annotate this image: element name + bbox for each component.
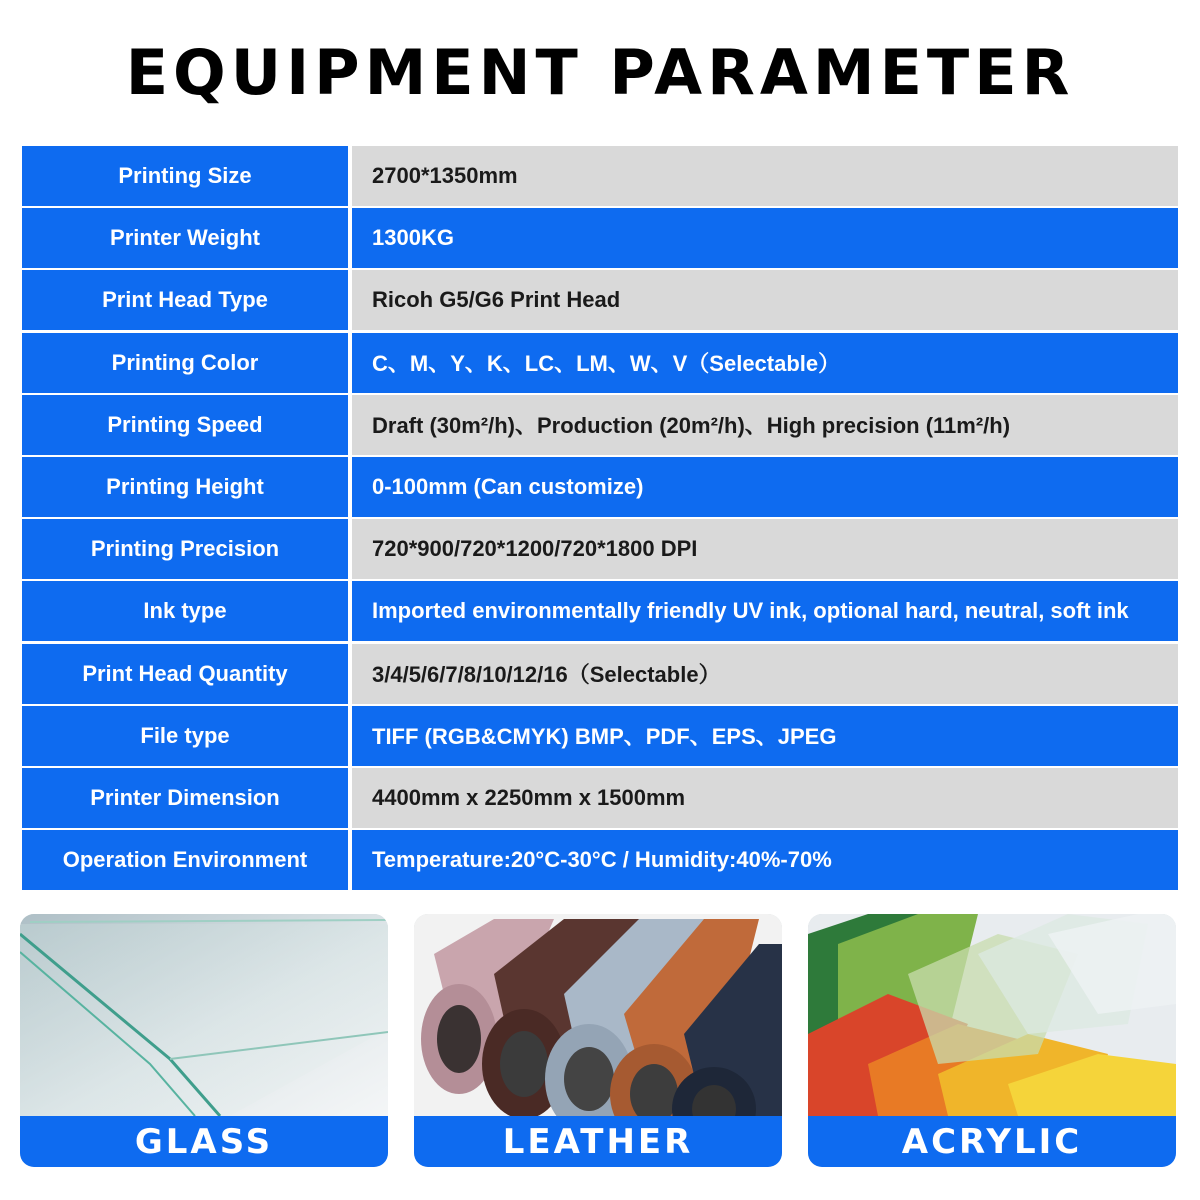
table-row xyxy=(22,146,1178,206)
spec-value: 4400mm x 2250mm x 1500mm xyxy=(352,768,1178,828)
table-row xyxy=(22,208,1178,268)
material-label: ACRYLIC xyxy=(808,1116,1176,1167)
spec-value: Temperature:20°C-30°C / Humidity:40%-70% xyxy=(352,830,1178,890)
spec-label: Printing Size xyxy=(22,146,348,206)
material-card-leather xyxy=(414,914,782,1167)
spec-value: 1300KG xyxy=(352,208,1178,268)
spec-label: Printer Weight xyxy=(22,208,348,268)
table-row xyxy=(22,644,1178,704)
leather-photo xyxy=(414,914,782,1116)
table-row xyxy=(22,706,1178,766)
spec-value: 720*900/720*1200/720*1800 DPI xyxy=(352,519,1178,579)
spec-label: Operation Environment xyxy=(22,830,348,890)
spec-value: 2700*1350mm xyxy=(352,146,1178,206)
spec-value: Draft (30m²/h)、Production (20m²/h)、High precision (11m²/h) xyxy=(352,395,1178,455)
table-row xyxy=(22,830,1178,890)
material-cards xyxy=(20,914,1180,1167)
table-row xyxy=(22,395,1178,455)
table-row xyxy=(22,581,1178,641)
acrylic-photo xyxy=(808,914,1176,1116)
spec-label: Ink type xyxy=(22,581,348,641)
spec-label: Printing Precision xyxy=(22,519,348,579)
spec-label: Printing Speed xyxy=(22,395,348,455)
material-card-glass xyxy=(20,914,388,1167)
spec-label: Print Head Quantity xyxy=(22,644,348,704)
spec-label: File type xyxy=(22,706,348,766)
page-title: EQUIPMENT PARAMETER xyxy=(125,36,1075,109)
spec-value: Ricoh G5/G6 Print Head xyxy=(352,270,1178,330)
spec-value: 3/4/5/6/7/8/10/12/16（Selectable） xyxy=(352,644,1178,704)
spec-table xyxy=(22,146,1178,892)
spec-label: Printing Color xyxy=(22,333,348,393)
table-row xyxy=(22,270,1178,330)
spec-label: Printer Dimension xyxy=(22,768,348,828)
material-card-acrylic xyxy=(808,914,1176,1167)
spec-label: Print Head Type xyxy=(22,270,348,330)
material-label: LEATHER xyxy=(414,1116,782,1167)
table-row xyxy=(22,519,1178,579)
table-row xyxy=(22,333,1178,393)
spec-value: Imported environmentally friendly UV ink, optional hard, neutral, soft ink xyxy=(352,581,1178,641)
spec-value: C、M、Y、K、LC、LM、W、V（Selectable） xyxy=(352,333,1178,393)
spec-value: 0-100mm (Can customize) xyxy=(352,457,1178,517)
table-row xyxy=(22,457,1178,517)
glass-photo xyxy=(20,914,388,1116)
table-row xyxy=(22,768,1178,828)
material-label: GLASS xyxy=(20,1116,388,1167)
spec-value: TIFF (RGB&CMYK) BMP、PDF、EPS、JPEG xyxy=(352,706,1178,766)
spec-label: Printing Height xyxy=(22,457,348,517)
